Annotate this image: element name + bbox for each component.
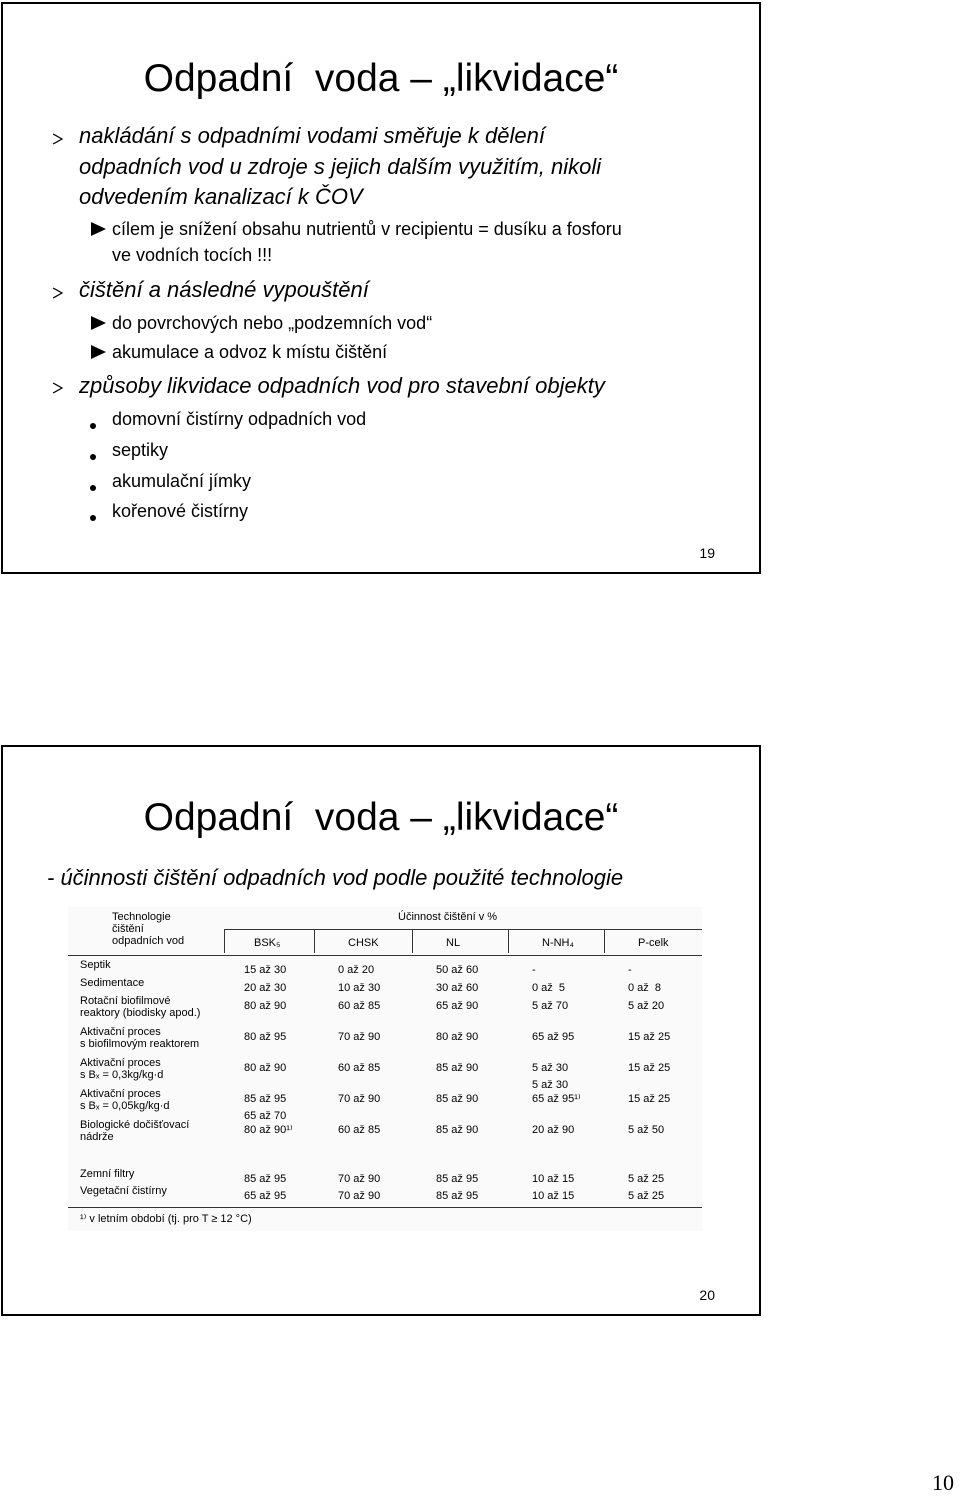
table-cell: 85 až 90 xyxy=(436,1093,479,1105)
table-rule xyxy=(68,955,702,956)
table-cell: 70 až 90 xyxy=(338,1173,381,1185)
dot-bullet-icon xyxy=(90,423,96,429)
table-cell: 80 až 90 xyxy=(436,1031,479,1043)
table-column-header: CHSK xyxy=(348,937,379,949)
sub-bullet-text: septiky xyxy=(112,440,169,460)
table-row-label: Septik xyxy=(80,959,111,971)
table-cell: 85 až 95 xyxy=(436,1190,479,1202)
chevron-right-icon xyxy=(51,286,65,300)
sub-bullet-text: akumulace a odvoz k místu čištění xyxy=(112,342,388,362)
sub-bullet-text: cílem je snížení obsahu nutrientů v recipientu = dusíku a fosforu xyxy=(112,219,622,239)
bullet-text: odvedením kanalizací k ČOV xyxy=(79,184,363,209)
table-cell: 10 až 30 xyxy=(338,982,381,994)
table-row-label: s Bₓ = 0,05kg/kg·d xyxy=(80,1100,170,1112)
table-column-header: BSK₅ xyxy=(254,937,281,949)
dot-bullet-icon xyxy=(90,515,96,521)
slide-subtitle: - účinnosti čištění odpadních vod podle použité technologie xyxy=(47,865,624,890)
table-footnote: ¹⁾ v letním období (tj. pro T ≥ 12 °C) xyxy=(80,1213,252,1225)
table-rule xyxy=(508,929,509,953)
table-cell: 0 až 20 xyxy=(338,964,375,976)
table-cell: 60 až 85 xyxy=(338,1062,381,1074)
table-cell: 5 až 30 xyxy=(532,1062,569,1074)
table-cell: 5 až 50 xyxy=(628,1124,665,1136)
table-row-label: Vegetační čistírny xyxy=(80,1185,167,1197)
table-cell: 80 až 90 xyxy=(244,1000,287,1012)
table-cell: 50 až 60 xyxy=(436,964,479,976)
table-cell: 70 až 90 xyxy=(338,1190,381,1202)
table-header-label: odpadních vod xyxy=(112,935,185,947)
table-column-header: N-NH₄ xyxy=(542,937,574,949)
slide-19 xyxy=(1,2,761,574)
table-row-label: Aktivační proces xyxy=(80,1088,161,1100)
table-cell: 15 až 30 xyxy=(244,964,287,976)
triangle-bullet-icon xyxy=(91,222,106,236)
slide-number: 19 xyxy=(699,545,715,561)
table-row-label: reaktory (biodisky apod.) xyxy=(80,1007,201,1019)
slide-title: Odpadní voda – „likvidace“ xyxy=(143,796,619,839)
table-row-label: nádrže xyxy=(80,1131,114,1143)
table-cell: 20 až 30 xyxy=(244,982,287,994)
chevron-right-icon xyxy=(51,381,65,395)
table-cell: 5 až 20 xyxy=(628,1000,665,1012)
table-cell: 60 až 85 xyxy=(338,1000,381,1012)
table-rule xyxy=(224,929,702,930)
table-header-label: Technologie xyxy=(112,911,171,923)
table-cell: 80 až 95 xyxy=(244,1031,287,1043)
dot-bullet-icon xyxy=(90,485,96,491)
table-cell: 65 až 95 xyxy=(244,1190,287,1202)
table-row-label: Biologické dočišťovací xyxy=(80,1119,190,1131)
table-cell: - xyxy=(628,964,632,976)
table-cell: 85 až 95 xyxy=(244,1173,287,1185)
table-cell: 20 až 90 xyxy=(532,1124,575,1136)
table-cell: 15 až 25 xyxy=(628,1031,671,1043)
slide-title: Odpadní voda – „likvidace“ xyxy=(143,57,619,100)
table-cell: 65 až 95 xyxy=(532,1031,575,1043)
table-cell: 5 až 70 xyxy=(532,1000,569,1012)
sub-bullet-text: ve vodních tocích !!! xyxy=(112,245,273,265)
table-rule xyxy=(412,929,413,953)
table-cell: 60 až 85 xyxy=(338,1124,381,1136)
table-cell: 65 až 70 80 až 90¹⁾ xyxy=(244,1110,293,1136)
table-cell: 10 až 15 xyxy=(532,1190,575,1202)
sub-bullet-text: do povrchových nebo „podzemních vod“ xyxy=(112,313,433,333)
table-cell: 85 až 95 xyxy=(244,1093,287,1105)
bullet-text: čištění a následné vypouštění xyxy=(79,277,369,302)
slide-number: 20 xyxy=(699,1287,715,1303)
page-number: 10 xyxy=(932,1470,954,1495)
table-cell: 0 až 5 xyxy=(532,982,566,994)
dot-bullet-icon xyxy=(90,454,96,460)
table-row-label: Sedimentace xyxy=(80,977,145,989)
sub-bullet-text: akumulační jímky xyxy=(112,471,252,491)
triangle-bullet-icon xyxy=(91,316,106,330)
table-cell: 85 až 90 xyxy=(436,1062,479,1074)
table-cell: 0 až 8 xyxy=(628,982,662,994)
table-rule xyxy=(224,929,225,953)
table-column-header: NL xyxy=(446,937,461,949)
table-cell: 70 až 90 xyxy=(338,1093,381,1105)
table-row-label: s biofilmovým reaktorem xyxy=(80,1038,200,1050)
table-column-header: P-celk xyxy=(638,937,669,949)
table-row-label: Aktivační proces xyxy=(80,1057,161,1069)
table-cell: 15 až 25 xyxy=(628,1062,671,1074)
bullet-text: způsoby likvidace odpadních vod pro stavební objekty xyxy=(79,373,605,398)
table-cell: 80 až 90 xyxy=(244,1062,287,1074)
table-row-label: Aktivační proces xyxy=(80,1026,161,1038)
efficiency-table xyxy=(68,907,702,1231)
table-cell: 85 až 90 xyxy=(436,1124,479,1136)
bullet-text: odpadních vod u zdroje s jejich dalším využitím, nikoli xyxy=(79,154,602,179)
table-row-label: Rotační biofilmové xyxy=(80,995,171,1007)
chevron-right-icon xyxy=(51,132,65,146)
table-cell: 5 až 25 xyxy=(628,1173,665,1185)
table-cell: 70 až 90 xyxy=(338,1031,381,1043)
table-cell: 85 až 95 xyxy=(436,1173,479,1185)
table-cell: 5 až 30 65 až 95¹⁾ xyxy=(532,1079,581,1105)
table-cell: - xyxy=(532,964,536,976)
table-row-label: s Bₓ = 0,3kg/kg·d xyxy=(80,1069,164,1081)
table-cell: 30 až 60 xyxy=(436,982,479,994)
table-rule xyxy=(604,929,605,953)
table-cell: 65 až 90 xyxy=(436,1000,479,1012)
table-cell: 10 až 15 xyxy=(532,1173,575,1185)
table-header-group: Účinnost čištění v % xyxy=(398,911,498,923)
table-cell: 15 až 25 xyxy=(628,1093,671,1105)
slide-20 xyxy=(1,745,761,1316)
bullet-text: nakládání s odpadními vodami směřuje k dělení xyxy=(79,123,545,148)
table-header-label: čištění xyxy=(112,923,144,935)
table-row-label: Zemní filtry xyxy=(80,1168,135,1180)
table-rule xyxy=(314,929,315,953)
triangle-bullet-icon xyxy=(91,345,106,359)
table-rule xyxy=(68,1207,702,1208)
sub-bullet-text: domovní čistírny odpadních vod xyxy=(112,409,367,429)
table-cell: 5 až 25 xyxy=(628,1190,665,1202)
sub-bullet-text: kořenové čistírny xyxy=(112,501,249,521)
